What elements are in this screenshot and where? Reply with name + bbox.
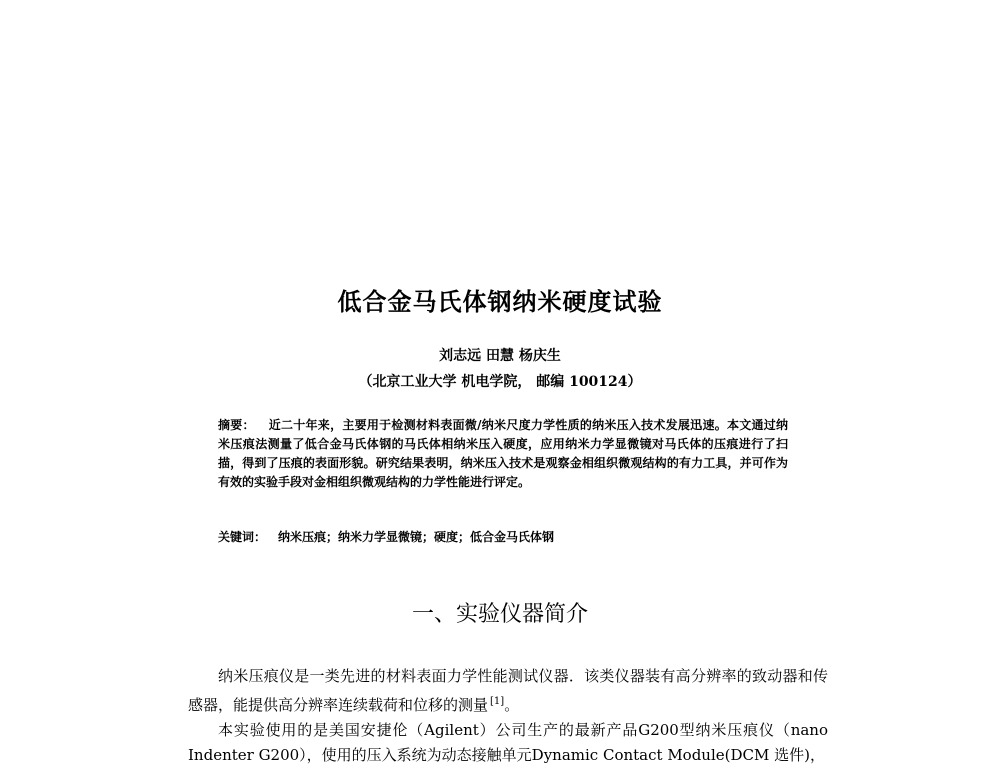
keywords xyxy=(218,528,788,545)
paragraph xyxy=(188,664,828,718)
abstract-text: 近二十年来，主要用于检测材料表面微/纳米尺度力学性质的纳米压入技术发展迅速。本文通过纳米压痕法测量了低合金马氏体钢的马氏体相纳米压入硬度，应用纳米力学显微镜对马氏体的压痕进行了扫描，得到了压痕的表面形貌。研究结果表明，纳米压入技术是观察金相组织微观结构的有力工具，并可作为有效的实验手段对金相组织微观结构的力学性能进行评定。 xyxy=(218,418,788,489)
author-affiliation: （北京工业大学 机电学院， 邮编 100124） xyxy=(358,374,642,390)
body-text xyxy=(188,664,828,768)
keywords-label: 关键词： xyxy=(218,530,267,544)
citation-reference[interactable]: [1] xyxy=(490,696,505,707)
paper-title: 低合金马氏体钢纳米硬度试验 xyxy=(337,288,663,316)
keywords-text: 纳米压痕；纳米力学显微镜；硬度；低合金马氏体钢 xyxy=(278,530,555,544)
section-heading: 一、实验仪器简介 xyxy=(411,602,588,627)
paragraph-end: 。 xyxy=(504,696,520,714)
abstract xyxy=(218,416,788,492)
paragraph-text: 纳米压痕仪是一类先进的材料表面力学性能测试仪器．该类仪器装有高分辨率的致动器和传感器，能提供高分辨率连续载荷和位移的测量 xyxy=(188,667,828,714)
paragraph: 本实验使用的是美国安捷伦（Agilent）公司生产的最新产品G200型纳米压痕仪（nano Indenter G200），使用的压入系统为动态接触单元Dynamic Contact Module(DCM 选件)， xyxy=(188,721,828,764)
abstract-label: 摘要： xyxy=(218,418,255,432)
author-list: 刘志远 田慧 杨庆生 xyxy=(439,348,561,364)
